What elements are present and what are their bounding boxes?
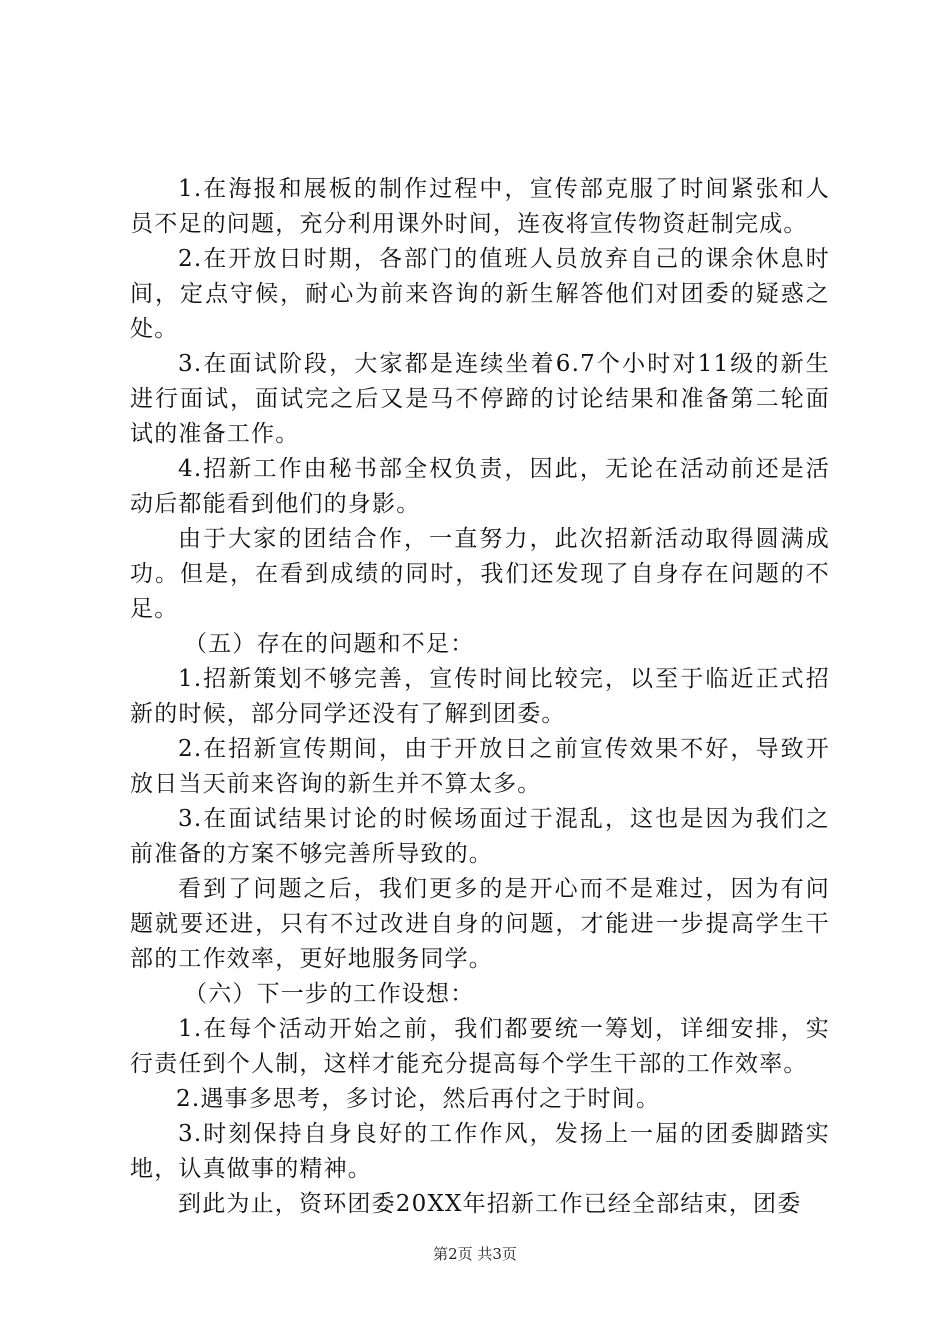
paragraph: 到此为止，资环团委20XX年招新工作已经全部结束，团委 (178, 1191, 802, 1217)
paragraph: 4.招新工作由秘书部全权负责，因此，无论在活动前还是活动后都能看到他们的身影。 (130, 456, 830, 517)
page-number-label: 第2页 共3页 (433, 1245, 517, 1263)
section-heading: （六）下一步的工作设想： (184, 981, 475, 1007)
paragraph: 2.在招新宣传期间，由于开放日之前宣传效果不好，导致开放日当天前来咨询的新生并不算太多。 (130, 736, 830, 797)
paragraph: 2.遇事多思考，多讨论，然后再付之于时间。 (176, 1086, 661, 1112)
paragraph: 3.时刻保持自身良好的工作作风，发扬上一届的团委脚踏实地，认真做事的精神。 (130, 1121, 830, 1182)
paragraph: 2.在开放日时期，各部门的值班人员放弃自己的课余休息时间，定点守候，耐心为前来咨询的新生解答他们对团委的疑惑之处。 (130, 246, 830, 342)
paragraph: 由于大家的团结合作，一直努力，此次招新活动取得圆满成功。但是，在看到成绩的同时，我们还发现了自身存在问题的不足。 (130, 526, 830, 622)
paragraph: 看到了问题之后，我们更多的是开心而不是难过，因为有问题就要还进，只有不过改进自身的问题，才能进一步提高学生干部的工作效率，更好地服务同学。 (130, 876, 830, 972)
document-body (130, 172, 830, 1222)
paragraph: 3.在面试阶段，大家都是连续坐着6.7个小时对11级的新生进行面试，面试完之后又是马不停蹄的讨论结果和准备第二轮面试的准备工作。 (130, 351, 830, 447)
paragraph: 1.招新策划不够完善，宣传时间比较完，以至于临近正式招新的时候，部分同学还没有了解到团委。 (130, 666, 830, 727)
page-footer (0, 1244, 950, 1264)
paragraph: 1.在每个活动开始之前，我们都要统一筹划，详细安排，实行责任到个人制，这样才能充分提高每个学生干部的工作效率。 (130, 1016, 830, 1077)
paragraph: 3.在面试结果讨论的时候场面过于混乱，这也是因为我们之前准备的方案不够完善所导致的。 (130, 806, 830, 867)
paragraph: 1.在海报和展板的制作过程中，宣传部克服了时间紧张和人员不足的问题，充分利用课外时间，连夜将宣传物资赶制完成。 (130, 176, 830, 237)
section-heading: （五）存在的问题和不足： (184, 631, 475, 657)
